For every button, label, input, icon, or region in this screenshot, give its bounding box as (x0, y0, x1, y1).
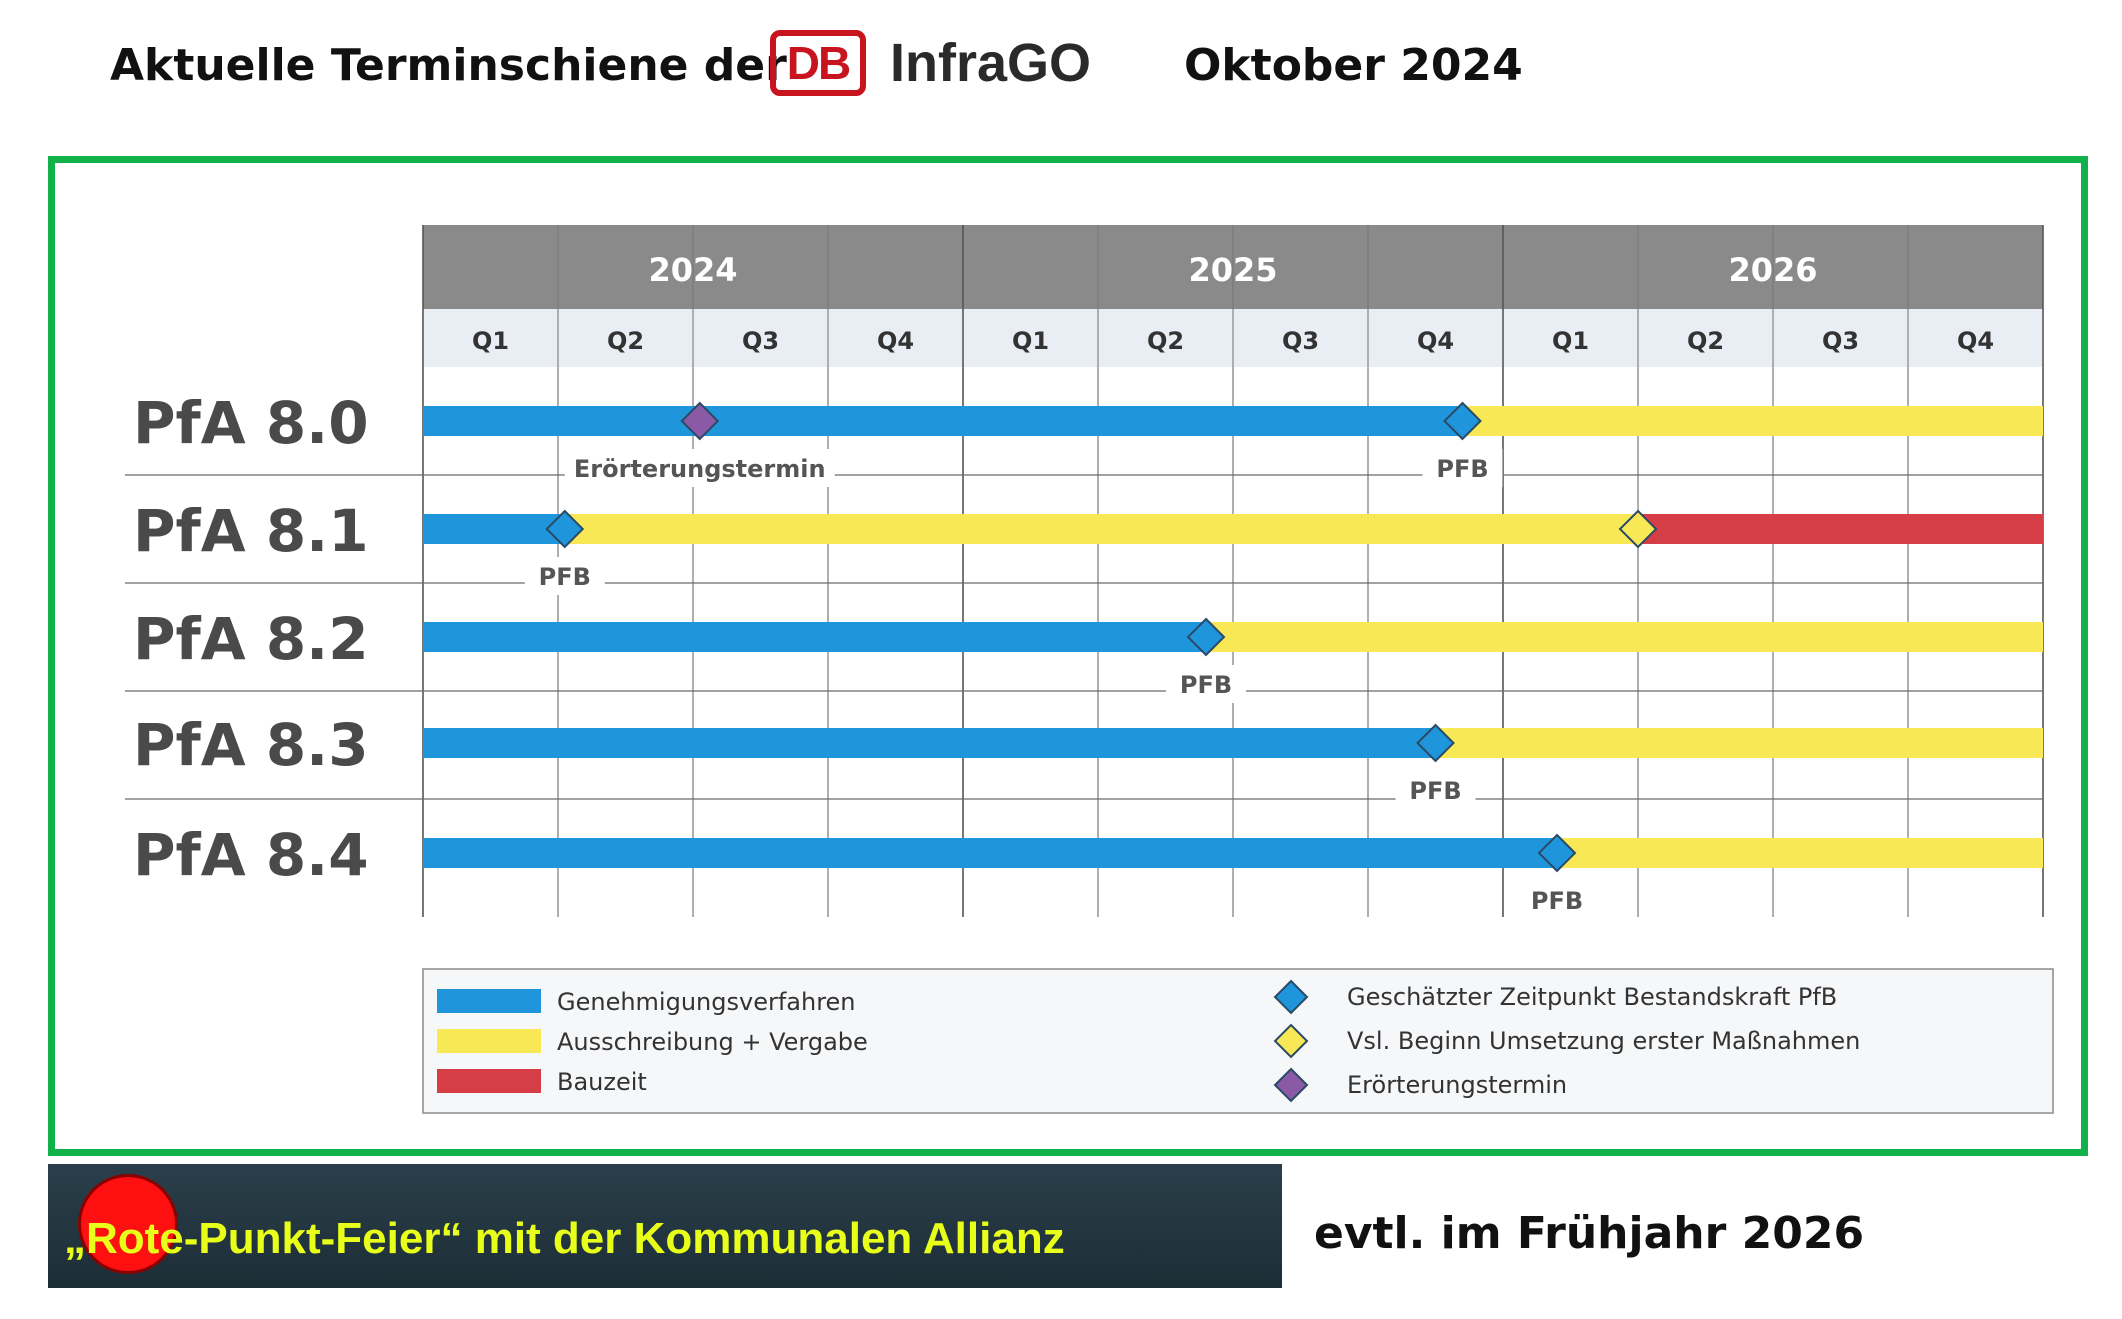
quarter-label: Q3 (1281, 327, 1320, 355)
quarter-label: Q4 (1956, 327, 1995, 355)
row-label: PfA 8.2 (133, 605, 369, 673)
bar-segment (565, 514, 1638, 544)
row-label: PfA 8.0 (133, 389, 369, 457)
row-label: PfA 8.4 (133, 821, 369, 889)
quarter-label: Q1 (1551, 327, 1590, 355)
legend-label: Ausschreibung + Vergabe (557, 1028, 868, 1056)
milestone-label: PFB (1530, 887, 1584, 915)
milestone-label: PFB (1409, 777, 1462, 805)
bar-segment (423, 622, 1206, 652)
bar-segment (423, 838, 1557, 868)
row-label: PfA 8.3 (133, 711, 369, 779)
rote-punkt-banner (48, 1164, 1282, 1288)
legend-label: Genehmigungsverfahren (557, 988, 856, 1016)
bar-segment (1436, 728, 2044, 758)
legend-swatch (437, 1069, 541, 1093)
bar-segment (1638, 514, 2043, 544)
quarter-label: Q2 (606, 327, 645, 355)
bar-segment (423, 728, 1436, 758)
legend-label: Geschätzter Zeitpunkt Bestandskraft PfB (1347, 983, 1838, 1011)
legend-label: Bauzeit (557, 1068, 647, 1096)
quarter-label: Q3 (1821, 327, 1860, 355)
milestone-label: PFB (1179, 671, 1233, 699)
legend-label: Vsl. Beginn Umsetzung erster Maßnahmen (1347, 1027, 1861, 1055)
quarter-label: Q2 (1146, 327, 1185, 355)
quarter-label: Q4 (1416, 327, 1455, 355)
milestone-label: Erörterungstermin (573, 455, 826, 483)
db-infrago-logo (770, 30, 1100, 102)
bar-segment (1463, 406, 2044, 436)
year-label: 2024 (648, 251, 738, 289)
quarter-label: Q1 (1011, 327, 1050, 355)
banner-text: „Rote-Punkt-Feier“ mit der Kommunalen Allianz (64, 1214, 1065, 1263)
quarter-label: Q4 (876, 327, 915, 355)
bar-segment (1206, 622, 2043, 652)
page-date: Oktober 2024 (1184, 40, 1523, 91)
db-logo-icon: DB (770, 30, 866, 96)
milestone-label: PFB (538, 563, 591, 591)
bar-segment (1557, 838, 2043, 868)
quarter-label: Q1 (471, 327, 510, 355)
logo-name: InfraGO (890, 33, 1092, 93)
page-title: Aktuelle Terminschiene der (110, 40, 787, 91)
quarter-label: Q2 (1686, 327, 1725, 355)
quarter-label: Q3 (741, 327, 780, 355)
banner-caption: evtl. im Frühjahr 2026 (1314, 1208, 1865, 1259)
bar-segment (423, 514, 565, 544)
legend-label: Erörterungstermin (1347, 1071, 1568, 1099)
bar-segment (423, 406, 1463, 436)
schedule-frame (48, 156, 2088, 1156)
year-label: 2025 (1188, 251, 1278, 289)
gantt-chart (55, 163, 2081, 1149)
legend-swatch (437, 989, 541, 1013)
milestone-label: PFB (1436, 455, 1489, 483)
row-label: PfA 8.1 (133, 497, 369, 565)
year-label: 2026 (1728, 251, 1818, 289)
legend-swatch (437, 1029, 541, 1053)
